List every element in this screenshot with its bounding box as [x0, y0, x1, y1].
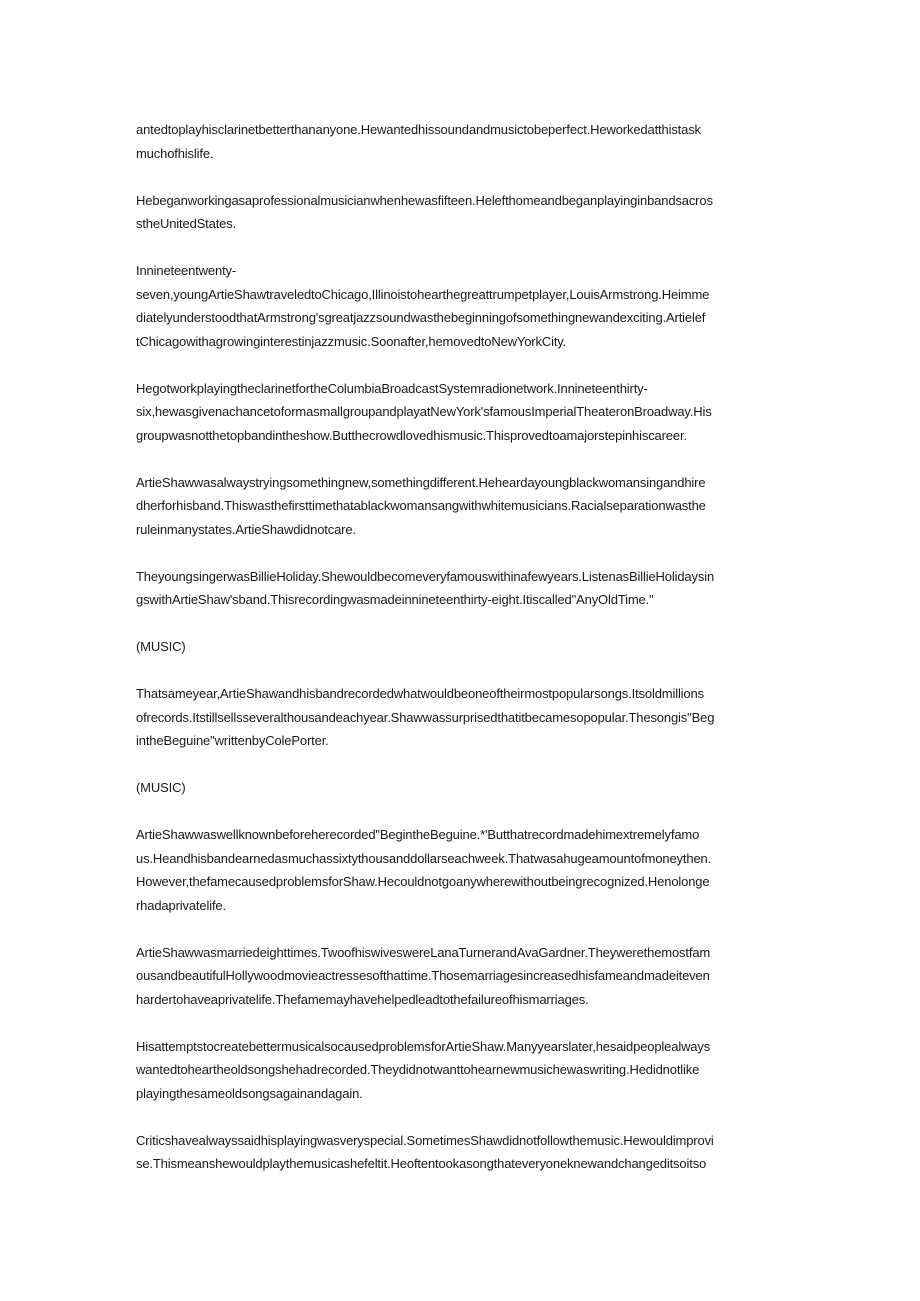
paragraph: HegotworkplayingtheclarinetfortheColumbiaBroadcastSystemradionetwork.Innineteenthirty- six,hewasgivenachancetoformasmallgroupandplayatNewYork'sfamousImperialTheateronBroadway.His groupwasnotthetopbandintheshow.Butthecrowdlovedhismusic.Thisprovedtoamajorstepinhiscareer. [136, 380, 712, 443]
music-cue: (MUSIC) [136, 639, 186, 654]
paragraph: TheyoungsingerwasBillieHoliday.Shewouldbecomeveryfamouswithinafewyears.ListenasBillieHolidaysin gswithArtieShaw'sband.Thisrecordingwasmadeinnineteenthirty-eight.Itiscalled"AnyOldTime." [136, 568, 715, 607]
paragraph: Criticshavealwayssaidhisplayingwasveryspecial.SometimesShawdidnotfollowthemusic.Hewouldimprovi se.Thismeanshewouldplaythemusicashefeltit.Heoftentookasongthateveryoneknewandchangeditsoitso [136, 1132, 714, 1171]
paragraph: ArtieShawwasalwaystryingsomethingnew,somethingdifferent.Heheardayoungblackwomansingandhire dherforhisband.Thiswasthefirsttimethatablackwomansangwithwhitemusicians.Racialseparationwasthe ruleinmanystates.ArtieShawdidnotcare. [136, 474, 706, 537]
paragraph: Hebeganworkingasaprofessionalmusicianwhenhewasfifteen.Helefthomeandbeganplayinginbandsacros stheUnitedStates. [136, 192, 713, 231]
music-cue: (MUSIC) [136, 780, 186, 795]
paragraph: antedtoplayhisclarinetbetterthananyone.Hewantedhissoundandmusictobeperfect.Heworkedatthistask muchofhislife. [136, 122, 701, 161]
document-page [136, 118, 786, 1199]
paragraph: ArtieShawwaswellknownbeforeherecorded"BegintheBeguine.*'Butthatrecordmadehimextremelyfamo us.Heandhisbandearnedasmuchassixtythousanddollarseachweek.Thatwasahugeamountofmoneythen. However,thefamecausedproblemsforShaw.Hecouldnotgoanywherewithoutbeingrecognized.Henolonge rhadaprivatelife. [136, 827, 712, 913]
paragraph: Innineteentwenty- seven,youngArtieShawtraveledtoChicago,Illinoistohearthegreattrumpetplayer,LouisArmstrong.Heimme diatelyunderstoodthatArmstrong'sgreatjazzsoundwasthebeginningofsomethingnewandexciting.Artielef tChicagowithagrowinginterestinjazzmusic.Soonafter,hemovedtoNewYorkCity. [136, 263, 710, 349]
paragraph: ArtieShawwasmarriedeighttimes.TwoofhiswiveswereLanaTurnerandAvaGardner.Theywerethemostfam ousandbeautifulHollywoodmovieactressesofthattime.Thosemarriagesincreasedhisfameandmadeiteven hardertohaveaprivatelife.Thefamemayhavehelpedleadtothefailureofhismarriages. [136, 944, 711, 1007]
paragraph: Thatsameyear,ArtieShawandhisbandrecordedwhatwouldbeoneoftheirmostpopularsongs.Itsoldmillions ofrecords.Itstillsellsseveralthousandeachyear.Shawwassurprisedthatitbecamesopopular.Thesongis"Beg intheBeguine"writtenbyColePorter. [136, 686, 715, 748]
paragraph: HisattemptstocreatebettermusicalsocausedproblemsforArtieShaw.Manyyearslater,hesaidpeoplealways wantedtoheartheoldsongshehadrecorded.Theydidnotwanttohearnewmusichewaswriting.Hedidnotlike playingthesameoldsongsagainandagain. [136, 1038, 711, 1101]
